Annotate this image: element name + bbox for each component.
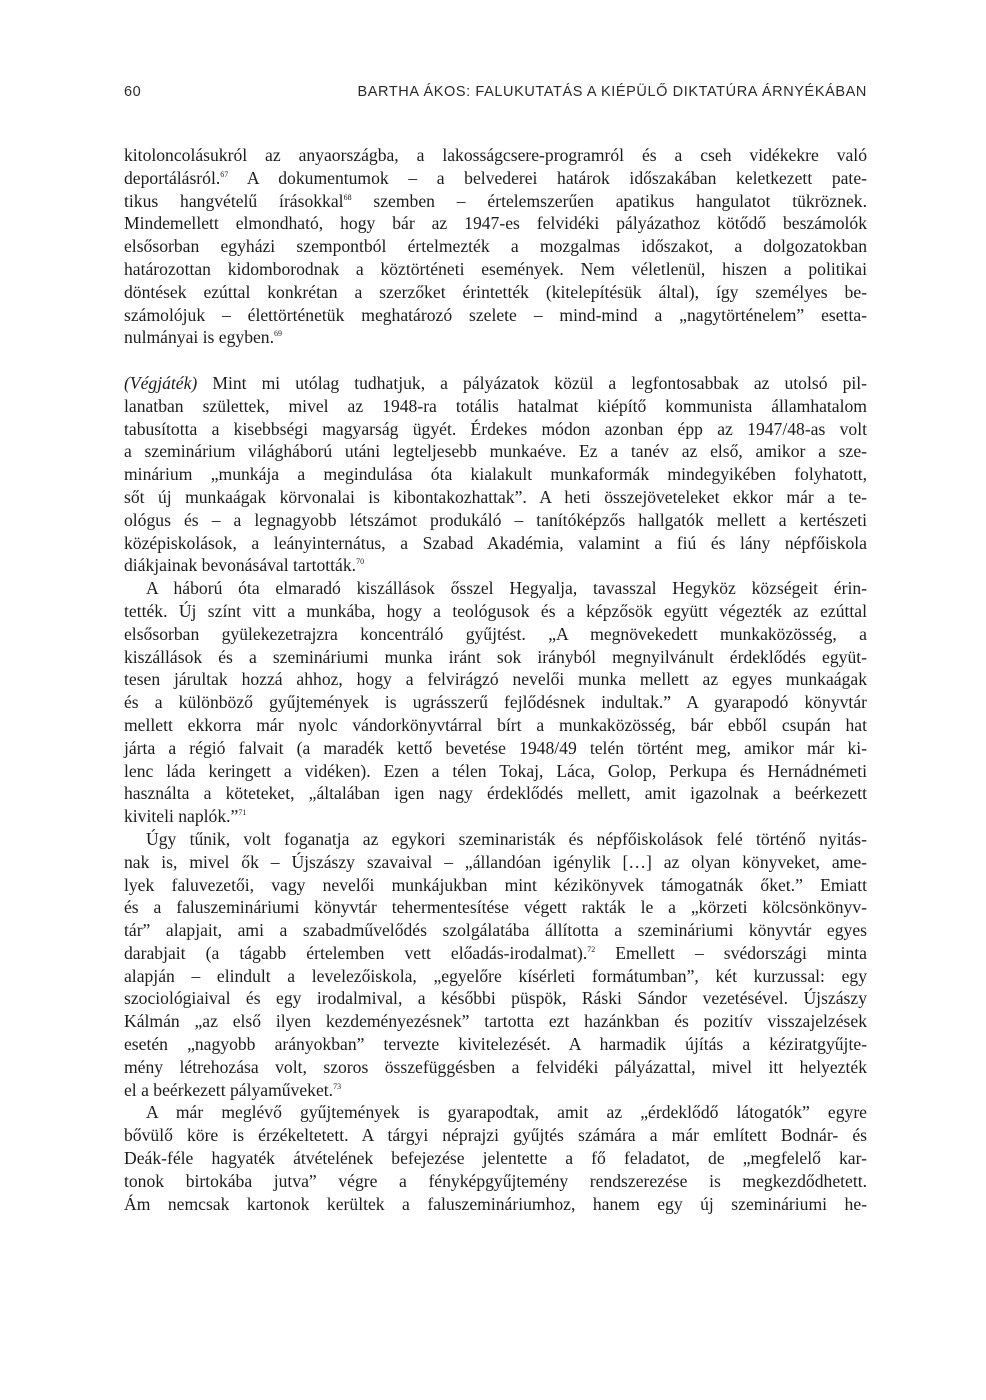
text-segment: Mint mi utólag tudhatjuk, a pályázatok közül a legfontosabbak az utolsó pil- [197, 372, 867, 393]
text-line: A már meglévő gyűjtemények is gyarapodtak, amit az „érdeklődő látogatók” egyre [146, 1102, 867, 1123]
page-number: 60 [124, 84, 142, 100]
text-line: esetén „nagyobb arányokban” tervezte kivitelezését. A harmadik újítás a kéziratgyűjte- [124, 1034, 867, 1055]
text-line: kitoloncolásukról az anyaországba, a lakosságcsere-programról és a cseh vidékekre való [124, 145, 867, 165]
text-line: tár” alapjait, ami a szabadművelődés szolgálatába állította a szemináriumi könyvtár egyes [124, 920, 867, 941]
text-line [124, 372, 867, 395]
text-line: használta a köteteket, „általában igen nagy érdeklődés mellett, amit igazolnak a beérkezett [124, 783, 867, 804]
text-line [124, 805, 867, 828]
text-segment: A dokumentumok – a belvederei határok időszakában keletkezett pate- [228, 167, 867, 188]
text-segment: szemben – értelemszerűen apatikus hangulatot tükröznek. [351, 190, 867, 211]
text-segment: darabjait (a tágabb értelemben vett előadás-irodalmat). [124, 942, 588, 963]
text-line: kiszállások és a szemináriumi munka iránt sok irányból megnyilvánult érdeklődés együt- [124, 646, 867, 667]
text-line: lenc láda keringett a vidéken). Ezen a télen Tokaj, Láca, Golop, Perkupa és Hernádnémeti [124, 760, 867, 781]
text-line [124, 167, 867, 190]
text-line: elsősorban egyházi szempontból értelmezték a mozgalmas időszakot, a dolgozatokban [124, 236, 867, 257]
text-line: számolójuk – élettörténetük meghatározó szelete – mind-mind a „nagytörténelem” esetta- [124, 304, 867, 325]
text-line: nak is, mivel ők – Újszászy szavaival – „állandóan igénylik […] az olyan könyveket, ame- [124, 851, 867, 872]
text-line [124, 554, 867, 577]
text-segment: Emellett – svédországi minta [595, 942, 867, 963]
text-line: alapján – elindult a levelezőiskola, „egyelőre kísérleti formátumban”, két kurzussal: egy [124, 965, 867, 986]
text-line: sőt új munkaágak körvonalai is kibontakozhattak”. A heti összejöveteleket ekkor már a te- [124, 486, 867, 507]
text-segment: nulmányai is egyben. [124, 327, 275, 348]
text-line: lyek faluvezetői, vagy nevelői munkájukban mint kézikönyvek támogatnák őket.” Emiatt [124, 874, 867, 895]
text-line [124, 326, 867, 349]
text-segment: tikus hangvételű írásokkal [124, 190, 344, 211]
text-segment: deportálásról. [124, 167, 221, 188]
text-line: ológus és – a legnagyobb létszámot produkáló – tanítóképzős hallgatók mellett a kertészeti [124, 509, 867, 530]
paragraph [124, 144, 867, 349]
text-line: minárium „munkája a megindulása óta kialakult munkaformák mindegyikében folyhatott, [124, 464, 867, 485]
paragraph [124, 372, 867, 577]
text-line: tették. Új színt vitt a munkába, hogy a teológusok és a képzősök együtt végezték az ezúttal [124, 600, 867, 621]
text-segment: kiviteli naplók.” [124, 806, 239, 827]
text-line: Mindemellett elmondható, hogy bár az 1947-es felvidéki pályázathoz kötődő beszámolók [124, 213, 867, 234]
footnote-ref[interactable]: 72 [587, 944, 596, 954]
paragraph [124, 828, 867, 1102]
footnote-ref[interactable]: 68 [343, 192, 352, 202]
text-line: Úgy tűnik, volt foganatja az egykori szeminaristák és népfőiskolások felé történő nyitás- [146, 828, 867, 849]
paragraph [124, 577, 867, 828]
text-line: mellett ekkorra már nyolc vándorkönyvtárral bírt a munkaközösség, bár ebből csupán hat [124, 714, 867, 735]
text-line: tesen járultak hozzá ahhoz, hogy a felvirágzó nevelői munka mellett az egyes munkaágak [124, 669, 867, 690]
text-line: Deák-féle hagyaték átvételének befejezése jelentette a fő feladatot, de „megfelelő kar- [124, 1148, 867, 1169]
text-line [124, 190, 867, 213]
text-line: elsősorban gyülekezetrajzra koncentráló gyűjtést. „A megnövekedett munkaközösség, a [124, 623, 867, 644]
footnote-ref[interactable]: 69 [274, 329, 283, 339]
text-line: Kálmán „az első ilyen kezdeményezésnek” tartotta ezt hazánkban és pozitív visszajelzések [124, 1011, 867, 1032]
text-line: A háború óta elmaradó kiszállások ősszel Hegyalja, tavasszal Hegyköz községeit érin- [146, 578, 867, 599]
text-line: mény létrehozása volt, szoros összefüggésben a felvidéki pályázattal, mivel itt helyezték [124, 1056, 867, 1077]
body-text [124, 144, 867, 1215]
footnote-ref[interactable]: 67 [220, 169, 229, 179]
text-line [124, 942, 867, 965]
section-gap [124, 349, 867, 372]
text-line: tonok birtokába jutva” végre a fényképgyűjtemény rendszerezése is megkezdődhetett. [124, 1170, 867, 1191]
text-line: bővülő köre is érzékeltetett. A tárgyi néprajzi gyűjtés számára a már említett Bodnár- és [124, 1125, 867, 1146]
text-line: és a különböző gyűjtemények is ugrásszerű fejlődésnek indultak.” A gyarapodó könyvtár [124, 692, 867, 713]
text-line: Ám nemcsak kartonok kerültek a faluszemináriumhoz, hanem egy új szemináriumi he- [124, 1193, 867, 1214]
text-line: középiskolások, a leányinternátus, a Szabad Akadémia, valamint a fiú és lány népfőiskola [124, 532, 867, 553]
text-segment: diákjainak bevonásával tartották. [124, 555, 357, 576]
running-header [124, 84, 867, 108]
text-line: határozottan kidomborodnak a köztörténeti események. Nem véletlenül, hiszen a politikai [124, 258, 867, 279]
section-lead: (Végjáték) [124, 372, 198, 393]
text-line [124, 1079, 867, 1102]
text-line: lanatban születtek, mivel az 1948-ra totális hatalmat kiépítő kommunista államhatalom [124, 395, 867, 416]
footnote-ref[interactable]: 71 [238, 808, 247, 818]
text-line: döntések ezúttal konkrétan a szerzőket érintették (kitelepítésük által), így személyes be- [124, 281, 867, 302]
text-line: tabusította a kisebbségi magyarság ügyét. Érdekes módon azonban épp az 1947/48-as volt [124, 418, 867, 439]
text-line: járta a régió falvait (a maradék kettő bevetése 1948/49 telén történt meg, amikor már ki- [124, 737, 867, 758]
running-title: BARTHA ÁKOS: FALUKUTATÁS A KIÉPÜLŐ DIKTATÚRA ÁRNYÉKÁBAN [357, 84, 867, 100]
paragraph [124, 1101, 867, 1215]
text-line: a szeminárium világháború utáni legteljesebb munkaéve. Ez a tanév az első, amikor a sze- [124, 441, 867, 462]
text-line: szociológiaival és egy irodalmival, a későbbi püspök, Ráski Sándor vezetésével. Újszászy [124, 988, 867, 1009]
text-segment: el a beérkezett pályaműveket. [124, 1079, 334, 1100]
text-line: és a faluszemináriumi könyvtár tehermentesítése végett rakták le a „körzeti kölcsönkönyv- [124, 897, 867, 918]
footnote-ref[interactable]: 70 [356, 557, 365, 567]
footnote-ref[interactable]: 73 [333, 1081, 342, 1091]
